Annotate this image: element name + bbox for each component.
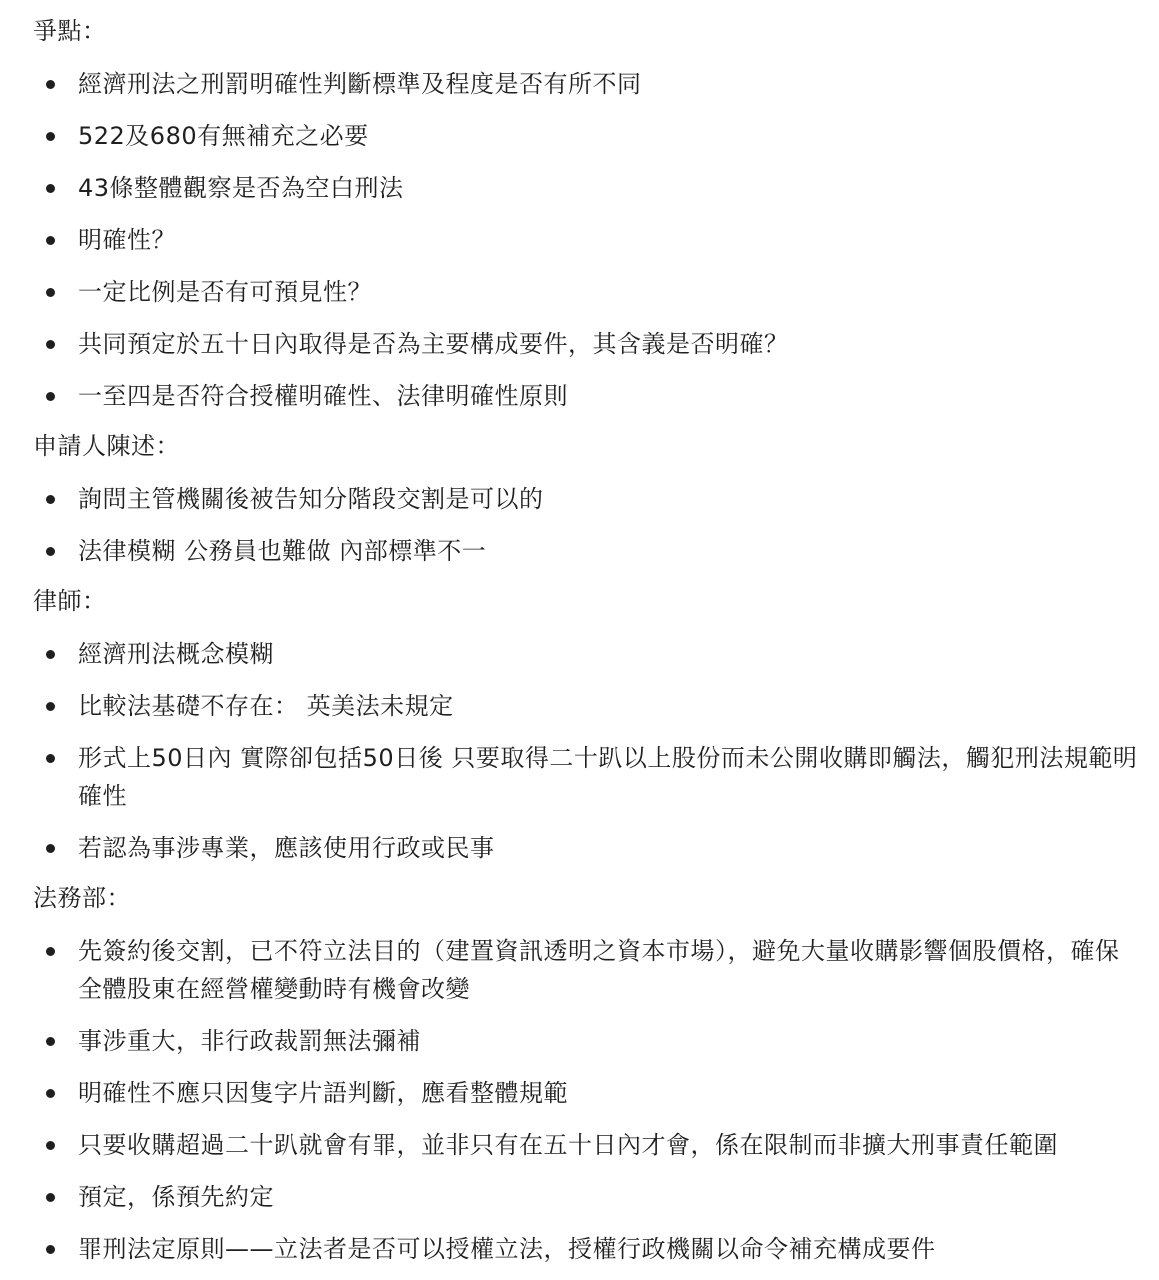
list-item: [33, 532, 1139, 570]
list-item-text: 事涉重大，非行政裁罰無法彌補: [78, 1027, 421, 1055]
list-item-text: 法律模糊 公務員也難做 內部標準不一: [78, 537, 487, 565]
bullet-icon: [46, 288, 55, 297]
list-item: [33, 117, 1139, 155]
section-heading: 法務部：: [33, 884, 131, 912]
list-item: [33, 221, 1139, 259]
list-item-text: 522及680有無補充之必要: [78, 122, 369, 150]
list-item: [33, 932, 1139, 1008]
list-item: [33, 739, 1139, 815]
list-item: [33, 65, 1139, 103]
list-item: [33, 635, 1139, 673]
list-item-text: 形式上50日內 實際卻包括50日後 只要取得二十趴以上股份而未公開收購即觸法，觸犯刑法規範明確性: [78, 744, 1138, 810]
list-item-text: 一至四是否符合授權明確性、法律明確性原則: [78, 382, 568, 410]
section-heading: 申請人陳述：: [33, 432, 180, 460]
list-item-text: 經濟刑法之刑罰明確性判斷標準及程度是否有所不同: [78, 70, 642, 98]
bullet-icon: [46, 80, 55, 89]
list-item: [33, 273, 1139, 311]
bullet-icon: [46, 947, 55, 956]
list-item-text: 預定，係預先約定: [78, 1183, 274, 1211]
list-item-text: 只要收購超過二十趴就會有罪，並非只有在五十日內才會，係在限制而非擴大刑事責任範圍: [78, 1131, 1058, 1159]
bullet-icon: [46, 340, 55, 349]
bullet-icon: [46, 844, 55, 853]
section-lawyer: [33, 584, 1139, 867]
section-issues: [33, 14, 1139, 415]
list-item-text: 明確性？: [78, 226, 176, 254]
list-item: [33, 1126, 1139, 1164]
bullet-icon: [46, 702, 55, 711]
list-item: [33, 325, 1139, 363]
list-item: [33, 687, 1139, 725]
bullet-list: [33, 635, 1139, 867]
bullet-icon: [46, 650, 55, 659]
section-heading: 爭點：: [33, 17, 107, 45]
bullet-icon: [46, 1193, 55, 1202]
bullet-icon: [46, 132, 55, 141]
list-item-text: 比較法基礎不存在： 英美法未規定: [78, 692, 454, 720]
list-item-text: 經濟刑法概念模糊: [78, 640, 274, 668]
bullet-list: [33, 65, 1139, 415]
list-item: [33, 377, 1139, 415]
list-item: [33, 169, 1139, 207]
bullet-icon: [46, 1141, 55, 1150]
list-item: [33, 1022, 1139, 1060]
list-item: [33, 1074, 1139, 1112]
bullet-list: [33, 480, 1139, 570]
list-item-text: 若認為事涉專業，應該使用行政或民事: [78, 834, 495, 862]
list-item-text: 43條整體觀察是否為空白刑法: [78, 174, 404, 202]
bullet-icon: [46, 754, 55, 763]
bullet-icon: [46, 184, 55, 193]
bullet-icon: [46, 236, 55, 245]
bullet-icon: [46, 1089, 55, 1098]
list-item: [33, 1178, 1139, 1216]
bullet-icon: [46, 392, 55, 401]
bullet-icon: [46, 495, 55, 504]
list-item-text: 明確性不應只因隻字片語判斷，應看整體規範: [78, 1079, 568, 1107]
list-item-text: 罪刑法定原則——立法者是否可以授權立法，授權行政機關以命令補充構成要件: [78, 1235, 936, 1263]
list-item-text: 一定比例是否有可預見性？: [78, 278, 372, 306]
section-ministry-of-justice: [33, 881, 1139, 1268]
bullet-icon: [46, 547, 55, 556]
bullet-icon: [46, 1245, 55, 1254]
bullet-list: [33, 932, 1139, 1268]
list-item: [33, 829, 1139, 867]
list-item: [33, 480, 1139, 518]
list-item-text: 詢問主管機關後被告知分階段交割是可以的: [78, 485, 544, 513]
bullet-icon: [46, 1037, 55, 1046]
section-applicant-statement: [33, 429, 1139, 570]
list-item-text: 先簽約後交割，已不符立法目的（建置資訊透明之資本市場），避免大量收購影響個股價格，確保全體股東在經營權變動時有機會改變: [78, 937, 1120, 1003]
section-heading: 律師：: [33, 587, 107, 615]
list-item-text: 共同預定於五十日內取得是否為主要構成要件，其含義是否明確？: [78, 330, 789, 358]
list-item: [33, 1230, 1139, 1268]
